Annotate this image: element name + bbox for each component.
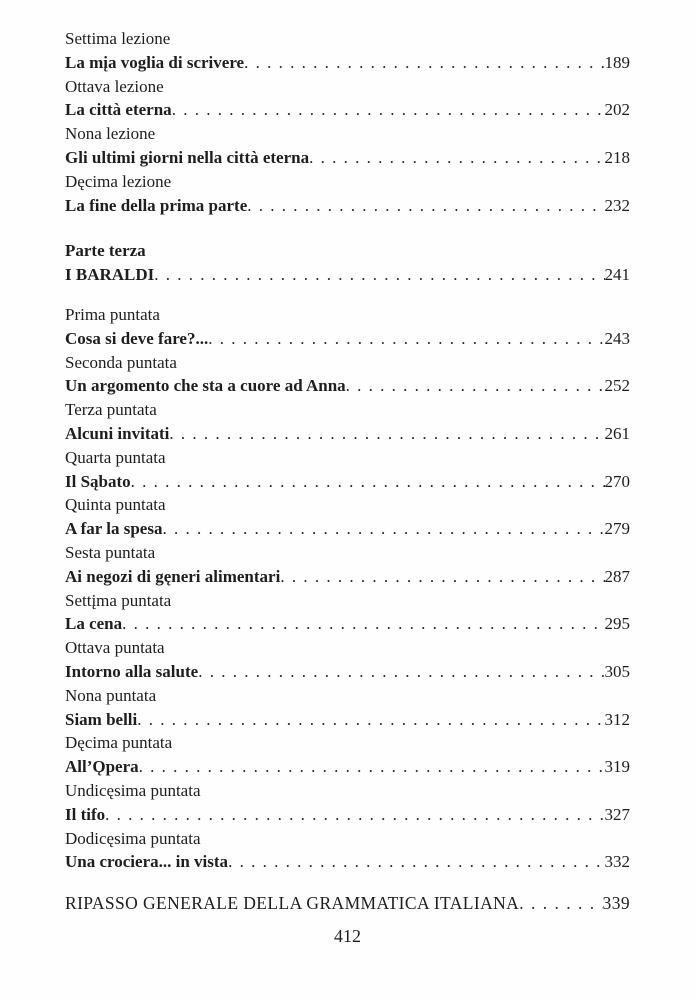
dot-leader (346, 374, 605, 398)
toc-entry-label: Quinta puntata (65, 495, 166, 515)
toc-entry-label: Quarta puntata (65, 447, 166, 467)
dot-leader (280, 565, 604, 589)
toc-entry (65, 27, 630, 75)
toc-entry (65, 684, 630, 732)
toc-entry (65, 779, 630, 827)
toc-entry-page-number: 241 (604, 265, 630, 285)
toc-entry-title: La cena (65, 614, 123, 634)
toc-entry (65, 731, 630, 779)
toc-entry-title: Il Sąbato (65, 471, 131, 491)
toc-entry-title: Una crociera... in vista (65, 852, 229, 872)
review-entry-page-number: 339 (602, 893, 630, 914)
toc-entry (65, 75, 630, 123)
toc-entry-page-number: 327 (604, 804, 630, 824)
toc-entry (65, 541, 630, 589)
toc-entry-title: Gli ultimi giorni nella città eterna (65, 147, 310, 167)
dot-leader (137, 708, 604, 732)
toc-entry-page-number: 287 (604, 566, 630, 586)
review-entry-title: RIPASSO GENERALE DELLA GRAMMATICA ITALIANA (65, 893, 520, 914)
toc-entry (65, 589, 630, 637)
dot-leader (169, 422, 604, 446)
toc-entry (65, 122, 630, 170)
toc-entry-label: Dodicęsima puntata (65, 828, 201, 848)
toc-entry (65, 827, 630, 875)
toc-entry (65, 303, 630, 351)
toc-entry (65, 446, 630, 494)
dot-leader (139, 755, 605, 779)
toc-entry-title: La mįa voglia di scrivere (65, 52, 245, 72)
page-number: 412 (334, 926, 361, 947)
dot-leader (228, 850, 604, 874)
toc-entry-title: Il tifo (65, 804, 106, 824)
toc-entry-page-number: 319 (604, 757, 630, 777)
dot-leader (519, 891, 602, 915)
dot-leader (162, 517, 604, 541)
toc-entry-title: Alcuni invitati (65, 423, 170, 443)
toc-entry-label: Terza puntata (65, 400, 157, 420)
toc-entry-label: Prima puntata (65, 304, 160, 324)
toc-entry-title: A far la spesa (65, 519, 163, 539)
toc-entry-title: Intorno alla salute (65, 661, 199, 681)
toc-entry-page-number: 332 (604, 852, 630, 872)
toc-entry-page-number: 279 (604, 519, 630, 539)
dot-leader (247, 194, 604, 218)
toc-entry-label: Parte terza (65, 241, 146, 261)
toc-entry-page-number: 270 (604, 471, 630, 491)
toc-entry-title: Siam belli (65, 709, 138, 729)
dot-leader (198, 660, 604, 684)
toc-entry-label: Dęcima puntata (65, 733, 173, 753)
toc-entry-page-number: 252 (604, 376, 630, 396)
toc-entry-page-number: 232 (604, 195, 630, 215)
dot-leader (122, 612, 604, 636)
toc-entry-page-number: 218 (604, 147, 630, 167)
toc-entry-title: Cosa si deve fare?... (65, 328, 209, 348)
toc-entry-page-number: 243 (604, 328, 630, 348)
toc-entry-page-number: 202 (604, 100, 630, 120)
toc-entry (65, 351, 630, 399)
toc-entry-label: Nona puntata (65, 685, 157, 705)
toc-entry-label: Settįma puntata (65, 590, 172, 610)
dot-leader (172, 98, 605, 122)
toc-entry (65, 636, 630, 684)
toc-entry-label: Dęcima lezione (65, 171, 172, 191)
toc-entry-page-number: 261 (604, 423, 630, 443)
toc-entry-title: All’Ǫpera (65, 757, 139, 777)
dot-leader (309, 146, 604, 170)
toc-entry-label: Nona lezione (65, 124, 156, 144)
toc-entry (65, 493, 630, 541)
toc-entry-label: Ottava lezione (65, 76, 164, 96)
dot-leader (208, 327, 604, 351)
toc-entry-page-number: 312 (604, 709, 630, 729)
toc-entry-page-number: 295 (604, 614, 630, 634)
toc-entry-page-number: 305 (604, 661, 630, 681)
toc-entry-label: Settima lezione (65, 29, 171, 48)
toc-entry-label: Sesta puntata (65, 542, 156, 562)
toc-entry-title: Un argomento che sta a cuore ad Anna (65, 376, 346, 396)
toc-part-heading (65, 239, 630, 287)
toc-entry-title: La città eterna (65, 100, 172, 120)
dot-leader (244, 51, 604, 75)
toc-entry (65, 170, 630, 218)
toc-entry-title: Ai negozi di gęneri alimentari (65, 566, 281, 586)
dot-leader (131, 470, 605, 494)
table-of-contents (65, 27, 630, 949)
review-entry (65, 891, 630, 915)
dot-leader (105, 803, 604, 827)
dot-leader (154, 263, 604, 287)
toc-entry-title: I BARALDI (65, 265, 155, 285)
toc-entry-label: Ottava puntata (65, 638, 165, 658)
toc-entry (65, 398, 630, 446)
toc-entry-page-number: 189 (604, 52, 630, 72)
toc-entry-title: La fine della prima parte (65, 195, 248, 215)
toc-entry-label: Undicęsima puntata (65, 780, 201, 800)
toc-entry-label: Seconda puntata (65, 352, 177, 372)
